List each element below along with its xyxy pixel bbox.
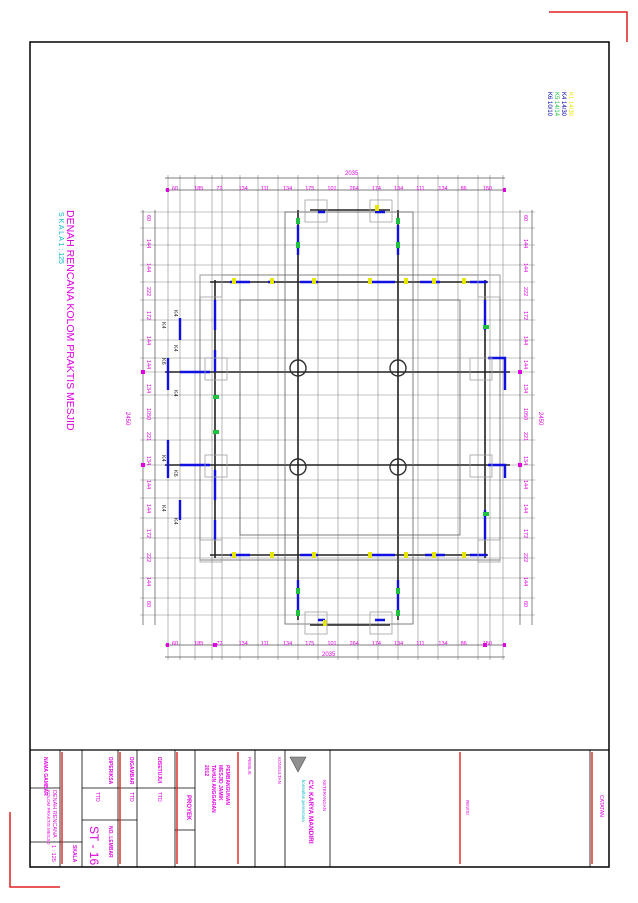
top-dim-label: 264	[349, 641, 359, 647]
side-dim-label: 1050	[145, 407, 151, 421]
tb-scale-header: SKALA	[71, 845, 77, 863]
project-line: TAHUN ANGGARAN	[210, 765, 216, 813]
tb-drafted-header: DIGAMBAR	[128, 757, 134, 785]
dimension-lines	[143, 178, 532, 657]
side-dim-label: 60	[145, 600, 151, 607]
column-tag: K4	[172, 390, 178, 397]
side-dim-label: 221	[145, 432, 151, 442]
side-dim-label: 144	[522, 239, 528, 249]
legend-item: K6 10/10	[546, 92, 552, 117]
company-logo-icon	[290, 757, 306, 772]
top-dim-label: 134	[438, 186, 448, 192]
side-dim-label: 144	[522, 576, 528, 586]
blue-walls	[168, 212, 505, 620]
side-dim-label: 144	[522, 504, 528, 514]
column-markers-green	[213, 218, 489, 616]
side-dim-label: 134	[522, 456, 528, 466]
side-dim-label: 144	[522, 263, 528, 273]
tb-drawing-name-header: NAMA GAMBAR	[42, 757, 48, 796]
column-markers-yellow	[232, 205, 466, 626]
column-tag: K4	[172, 345, 178, 352]
tb-company-sub: konsultan perencana	[301, 780, 306, 822]
tb-approved-header: DISETUJUI	[156, 757, 162, 784]
side-dim-label: 60	[145, 215, 151, 222]
side-dim-label: 172	[522, 311, 528, 321]
top-dim-label: 134	[283, 641, 293, 647]
tb-approved-value: TTD	[156, 792, 162, 802]
tb-checked-header: DIPERIKSA	[107, 757, 113, 785]
legend-item: K5 14/14	[553, 92, 559, 117]
project-line: 2012	[203, 765, 209, 777]
top-dim-label: 111	[260, 641, 270, 647]
title-block-logo	[290, 757, 306, 772]
column-tag: K6	[172, 470, 178, 477]
top-dim-label: 150	[482, 186, 492, 192]
side-dim-label: 1050	[522, 407, 528, 421]
top-dim-label: 175	[305, 186, 315, 192]
top-dim-label: 134	[238, 186, 248, 192]
column-tag: K4	[172, 310, 178, 317]
top-dim-label: 134	[238, 641, 248, 647]
tb-sheet-value: ST - 16	[87, 826, 101, 866]
top-dim-label: 174	[371, 186, 381, 192]
plan-drawing	[140, 175, 535, 660]
side-dim-label: 222	[522, 552, 528, 562]
tb-consultant-header: KONSULTAN	[277, 757, 282, 784]
top-dim-label: 134	[394, 186, 404, 192]
side-dim-label: 144	[145, 239, 151, 249]
round-columns	[290, 360, 406, 475]
side-dim-label: 144	[145, 359, 151, 369]
side-dim-label: 172	[145, 311, 151, 321]
tb-scale-value: 1 : 125	[50, 845, 56, 862]
tb-notes-header: KETERANGAN	[322, 780, 327, 812]
top-dim-label: 60	[172, 186, 179, 192]
side-dim-label: 222	[522, 287, 528, 297]
top-dim-label: 134	[283, 186, 293, 192]
side-dim-label: 60	[522, 215, 528, 222]
legend-item: K1 14/30	[567, 92, 573, 117]
top-dim-label: 72	[216, 641, 223, 647]
overall-height-left: 2450	[124, 412, 130, 426]
side-dim-label: 144	[145, 576, 151, 586]
project-line: PEMBANGUNAN	[224, 765, 230, 805]
tb-checked-value: TTD	[94, 792, 100, 802]
side-dim-label: 134	[145, 456, 151, 466]
top-dim-label: 72	[216, 186, 223, 192]
top-dim-label: 174	[371, 641, 381, 647]
tb-drafted-value: TTD	[128, 792, 134, 802]
side-dim-label: 134	[145, 383, 151, 393]
top-dim-label: 150	[482, 641, 492, 647]
side-dim-label: 144	[522, 335, 528, 345]
top-dim-label: 185	[194, 186, 204, 192]
tb-project-header: PROYEK	[185, 795, 191, 821]
column-tag: K4	[160, 505, 166, 512]
top-dim-label: 175	[305, 641, 315, 647]
side-dim-label: 172	[145, 528, 151, 538]
drawing-scale-note: S K A L A 1 : 125	[57, 212, 64, 264]
overall-height-right: 2450	[537, 412, 543, 426]
side-dim-label: 222	[145, 287, 151, 297]
top-dim-label: 264	[349, 186, 359, 192]
side-dim-label: 172	[522, 528, 528, 538]
tb-sheet-header: NO. LEMBAR	[107, 826, 113, 858]
top-dim-label: 86	[460, 186, 467, 192]
top-dim-label: 60	[172, 641, 179, 647]
corner-marks	[10, 12, 627, 887]
tb-notes-label: CATATAN	[598, 795, 604, 817]
sheet-border	[30, 42, 609, 867]
corner-mark-top-right	[549, 12, 627, 42]
column-tag: K6	[160, 358, 166, 365]
title-block-red-marks	[62, 752, 592, 864]
side-dim-label: 222	[145, 552, 151, 562]
tb-owner-header: PEMILIK	[247, 757, 252, 775]
side-dim-label: 144	[145, 480, 151, 490]
top-dim-label: 134	[394, 641, 404, 647]
overall-width-bottom: 2035	[322, 652, 336, 658]
side-dim-label: 221	[522, 432, 528, 442]
top-dim-label: 185	[194, 641, 204, 647]
side-dim-label: 144	[522, 480, 528, 490]
column-tag: K4	[160, 322, 166, 329]
side-dim-label: 144	[145, 335, 151, 345]
project-line: MESJID JAMIK	[217, 765, 223, 801]
column-tag: K4	[160, 455, 166, 462]
tb-revision-header: REVISI	[465, 800, 470, 815]
side-dim-label: 60	[522, 600, 528, 607]
drawing-title: DENAH RENCANA KOLOM PRAKTIS MESJID	[64, 210, 76, 431]
side-dim-label: 144	[522, 359, 528, 369]
top-dim-label: 111	[416, 641, 425, 647]
side-dim-label: 144	[145, 263, 151, 273]
column-tag: K4	[172, 518, 178, 525]
overall-width-top: 2035	[345, 171, 359, 177]
top-dim-label: 111	[416, 186, 425, 192]
tb-company-name: CV. KARYA MANDIRI	[307, 780, 314, 844]
legend-item: K4 14/30	[560, 92, 566, 117]
top-dim-label: 86	[460, 641, 467, 647]
side-dim-label: 134	[522, 383, 528, 393]
top-dim-label: 134	[438, 641, 448, 647]
top-dim-label: 101	[327, 186, 337, 192]
tb-drawing-name-2: KOLOM PRAKTIS MESJID	[46, 790, 51, 845]
top-dim-label: 111	[260, 186, 270, 192]
tb-drawing-name-1: DENAH RENCANA	[51, 790, 57, 838]
top-dim-label: 101	[327, 641, 337, 647]
plan-grid-vertical	[168, 175, 503, 660]
side-dim-label: 144	[145, 504, 151, 514]
